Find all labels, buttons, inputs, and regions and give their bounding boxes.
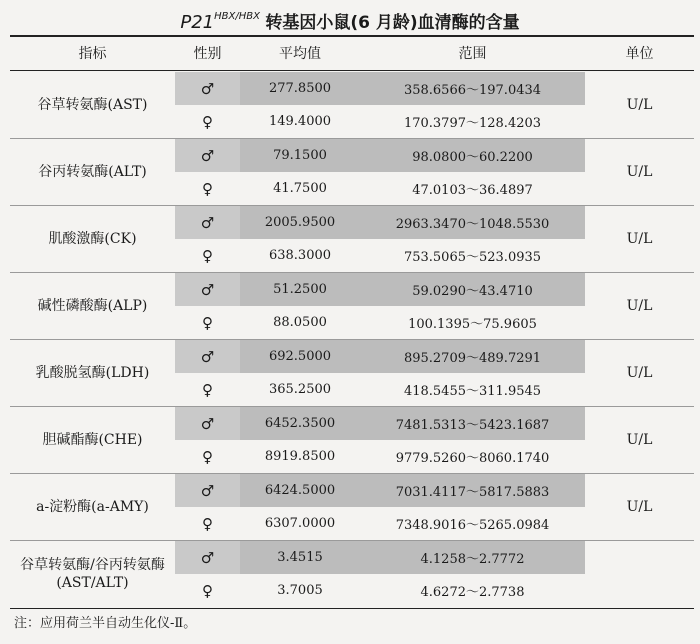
footnote: 注：应用荷兰半自动生化仪-Ⅱ。 [14,616,197,631]
female-symbol [175,105,240,139]
table-row-male [10,474,694,507]
enzyme-name [10,407,175,474]
female-icon: ♀ [202,246,213,265]
unit-cell: U/L [626,97,653,113]
female-symbol [175,306,240,340]
enzyme-name [10,340,175,407]
female-range: 170.3797～128.4203 [403,116,542,131]
header-mean: 平均值 [279,46,321,62]
male-mean: 51.2500 [240,273,360,306]
enzyme-name-text: a-淀粉酶(a-AMY) [36,499,149,515]
male-icon: ♂ [200,347,215,366]
unit-cell: U/L [626,365,653,381]
enzyme-name-text: 胆碱酯酶(CHE) [42,432,143,448]
male-symbol [175,72,240,105]
table-row-male [10,139,694,172]
female-icon: ♀ [202,514,213,533]
female-range: 100.1395～75.9605 [408,317,537,332]
male-range: 895.2709～489.7291 [360,340,585,373]
female-mean: 365.2500 [268,382,332,397]
male-icon: ♂ [200,280,215,299]
female-range: 418.5455～311.9545 [403,384,542,399]
female-mean: 41.7500 [273,181,327,196]
enzyme-name [10,72,175,139]
male-mean: 692.5000 [240,340,360,373]
male-range: 4.1258～2.7772 [360,541,585,574]
enzyme-name-text: 谷草转氨酶(AST) [37,97,148,113]
unit-cell: U/L [626,499,653,515]
female-symbol [175,172,240,206]
enzyme-name-text: 肌酸激酶(CK) [48,231,137,247]
table-row-male [10,340,694,373]
female-symbol [175,239,240,273]
unit-cell: U/L [626,164,653,180]
unit-cell: U/L [626,432,653,448]
female-icon: ♀ [202,179,213,198]
title-gene: P21 [180,12,215,33]
male-icon: ♂ [200,414,215,433]
female-icon: ♀ [202,581,213,600]
table-row-male [10,273,694,306]
female-mean: 638.3000 [268,248,332,263]
male-symbol [175,407,240,440]
female-range: 4.6272～2.7738 [420,585,525,600]
table-row-male [10,407,694,440]
male-icon: ♂ [200,481,215,500]
male-range: 2963.3470～1048.5530 [360,206,585,239]
female-mean: 149.4000 [268,114,332,129]
enzyme-name [10,206,175,273]
male-range: 7031.4117～5817.5883 [360,474,585,507]
enzyme-name-line2: (AST/ALT) [56,575,129,591]
male-range: 98.0800～60.2200 [360,139,585,172]
enzyme-name [10,139,175,206]
title-text: 转基因小鼠(6 月龄)血清酶的含量 [265,13,520,33]
enzyme-name-text: 谷丙转氨酶(ALT) [38,164,147,180]
header-range: 范围 [458,46,487,62]
male-symbol [175,474,240,507]
male-mean: 3.4515 [240,541,360,574]
male-icon: ♂ [200,548,215,567]
enzyme-name-text: 乳酸脱氢酶(LDH) [35,365,150,381]
male-mean: 2005.9500 [240,206,360,239]
male-mean: 6452.3500 [240,407,360,440]
enzyme-name [10,541,175,607]
female-icon: ♀ [202,112,213,131]
header-unit: 单位 [625,46,654,62]
table-row-male [10,541,694,574]
table-row-male [10,206,694,239]
enzyme-name [10,273,175,340]
male-symbol [175,139,240,172]
table-row-male [10,72,694,105]
female-icon: ♀ [202,447,213,466]
title-superscript: HBX/HBX [214,11,260,22]
male-mean: 79.1500 [240,139,360,172]
female-range: 753.5065～523.0935 [403,250,542,265]
unit-cell: U/L [626,298,653,314]
male-icon: ♂ [200,213,215,232]
male-symbol [175,206,240,239]
female-range: 9779.5260～8060.1740 [395,451,550,466]
table-title [0,4,700,33]
header-rule [10,70,694,71]
female-mean: 88.0500 [273,315,327,330]
header-sex: 性别 [193,46,222,62]
female-range: 47.0103～36.4897 [412,183,533,198]
unit-cell: U/L [626,231,653,247]
enzyme-name-line1: 谷草转氨酶/谷丙转氨酶 [20,557,165,573]
male-mean: 277.8500 [240,72,360,105]
enzyme-name [10,474,175,541]
header-indicator: 指标 [78,46,107,62]
female-range: 7348.9016～5265.0984 [395,518,550,533]
male-icon: ♂ [200,79,215,98]
male-symbol [175,273,240,306]
top-rule [10,35,694,37]
male-range: 358.6566～197.0434 [360,72,585,105]
female-icon: ♀ [202,313,213,332]
male-range: 59.0290～43.4710 [360,273,585,306]
female-mean: 8919.8500 [264,449,336,464]
unit-cell [585,541,694,607]
male-range: 7481.5313～5423.1687 [360,407,585,440]
female-mean: 6307.0000 [264,516,336,531]
enzyme-name-text: 碱性磷酸酶(ALP) [37,298,148,314]
male-symbol [175,340,240,373]
female-mean: 3.7005 [277,583,323,598]
female-symbol [175,440,240,474]
male-icon: ♂ [200,146,215,165]
male-mean: 6424.5000 [240,474,360,507]
male-symbol [175,541,240,574]
bottom-rule [10,608,694,609]
female-symbol [175,574,240,607]
enzyme-table [10,72,694,607]
female-symbol [175,373,240,407]
female-symbol [175,507,240,541]
female-icon: ♀ [202,380,213,399]
